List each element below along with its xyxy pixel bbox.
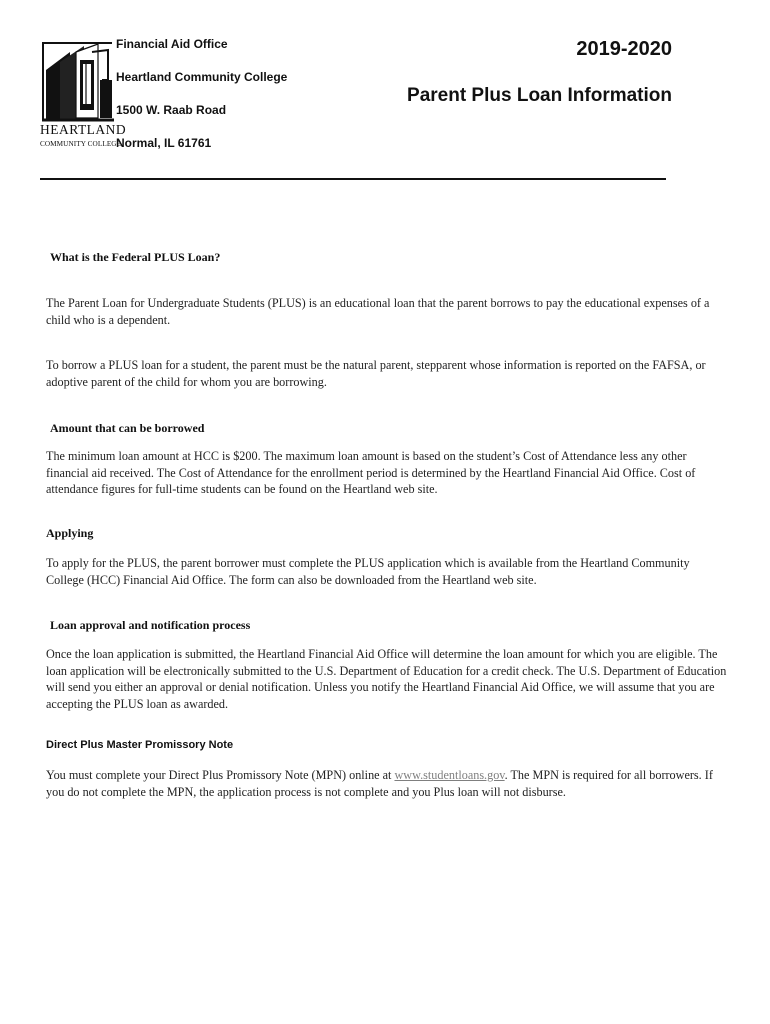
address-office: Financial Aid Office [116,37,228,51]
heading-approval: Loan approval and notification process [50,618,251,632]
college-logo [40,40,127,150]
logo-text-heartland: HEARTLAND [40,122,127,137]
heading-mpn: Direct Plus Master Promissory Note [46,739,234,751]
address-city: Normal, IL 61761 [116,136,212,150]
heading-applying: Applying [46,526,94,540]
address-street: 1500 W. Raab Road [116,103,227,117]
mpn-text-before: You must complete your Direct Plus Promissory Note (MPN) online at [46,768,395,782]
studentloans-link[interactable]: www.studentloans.gov [394,768,505,782]
mpn-text-after: . The MPN is required for all borrowers. If you do not complete the MPN, the application process is not complete and you Plus loan will not disburse. [46,768,713,799]
document-title: Parent Plus Loan Information [407,85,672,106]
heading-amount: Amount that can be borrowed [50,421,205,435]
paragraph-what-1: The Parent Loan for Undergraduate Students (PLUS) is an educational loan that the parent borrows to pay the educational expenses of a child who is a dependent. [46,296,710,327]
paragraph-mpn [46,767,730,800]
header-divider [40,178,666,180]
logo-text-community-college: COMMUNITY COLLEGE [40,140,122,148]
document-year: 2019-2020 [576,38,672,60]
paragraph-approval: Once the loan application is submitted, the Heartland Financial Aid Office will determine the loan amount for which you are eligible. The loan application will be electronically submitted to the U.S. Department of Education for a credit check. The U.S. Department of Education will send you either an approval or denial notification. Unless you notify the Heartland Financial Aid Office, we will assume that you are accepting the PLUS loan as awarded. [46,647,727,711]
address-college: Heartland Community College [116,70,288,84]
paragraph-what-2: To borrow a PLUS loan for a student, the parent must be the natural parent, stepparent whose information is reported on the FAFSA, or adoptive parent of the child for whom you are borrowing. [46,358,706,389]
building-logo-icon [40,40,118,122]
heading-what-is-plus: What is the Federal PLUS Loan? [50,250,221,264]
paragraph-applying: To apply for the PLUS, the parent borrower must complete the PLUS application which is available from the Heartland Community College (HCC) Financial Aid Office. The form can also be downloaded from the Heartland web site. [46,556,690,587]
paragraph-amount: The minimum loan amount at HCC is $200. The maximum loan amount is based on the student’s Cost of Attendance less any other financial aid received. The Cost of Attendance for the enrollment period is determined by the Heartland Financial Aid Office. Cost of attendance figures for full-time students can be found on the Heartland web site. [46,449,696,496]
